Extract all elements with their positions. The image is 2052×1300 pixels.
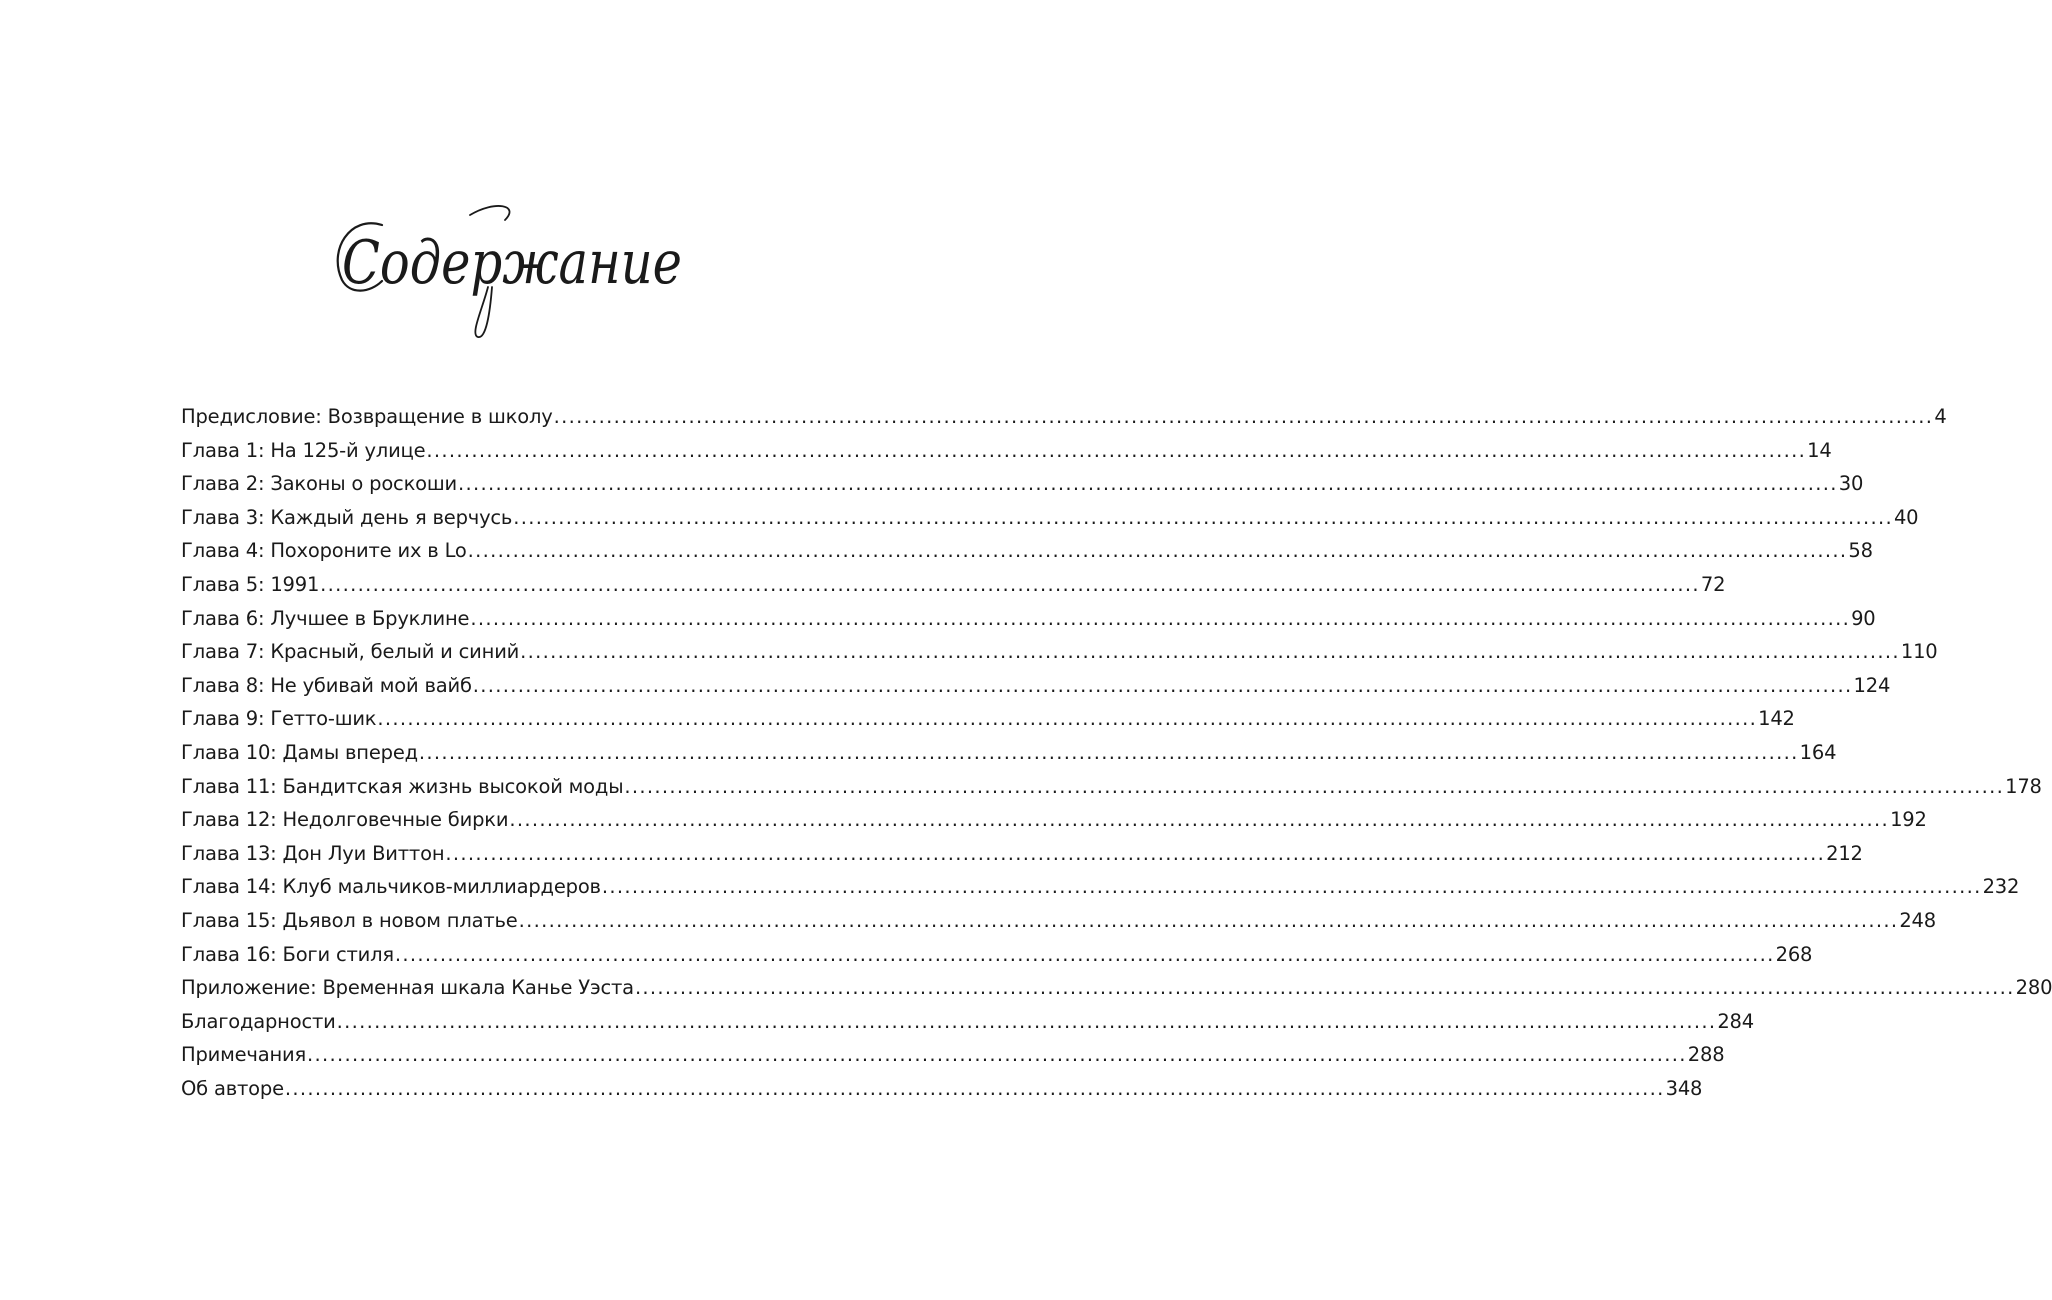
toc-entry-page-number: 232 [1982,875,2020,899]
toc-entry [181,736,1837,770]
toc-entry-page-number: 248 [1899,908,1936,932]
toc-entry-page-number: 280 [2015,976,2052,1000]
toc-entry-page-number: 30 [1838,472,1864,496]
toc-entry [181,904,1936,938]
toc-entry [181,635,1938,669]
toc-entry-page-number: 288 [1687,1043,1725,1067]
toc-entry-page-number: 164 [1799,740,1837,764]
page-title-script [320,195,700,345]
toc-dot-leader [513,501,1893,535]
toc-entry-title: Глава 8: Не убивай мой вайб [181,673,472,697]
toc-dot-leader [519,904,1899,938]
toc-entry [181,837,1863,871]
toc-dot-leader [285,1072,1665,1106]
toc-entry [181,1072,1703,1106]
toc-entry-title: Примечания [181,1043,307,1067]
toc-entry [181,602,1876,636]
toc-entry-page-number: 192 [1890,808,1927,832]
toc-entry-title: Благодарности [181,1009,336,1033]
toc-entry [181,669,1891,703]
toc-dot-leader [307,1038,1687,1072]
toc-entry-page-number: 284 [1717,1009,1754,1033]
toc-entry-title: Предисловие: Возвращение в школу [181,405,553,428]
toc-dot-leader [470,602,1850,636]
table-of-contents [181,400,2052,1105]
toc-entry-title: Глава 13: Дон Луи Виттон [181,841,445,865]
toc-dot-leader [509,803,1889,837]
toc-entry-title: Глава 12: Недолговечные бирки [181,808,509,832]
toc-entry-title: Глава 2: Законы о роскоши [181,472,458,496]
toc-entry-page-number: 40 [1893,505,1919,529]
toc-entry [181,870,2020,904]
toc-dot-leader [458,467,1838,501]
toc-entry-title: Глава 5: 1991 [181,572,320,596]
toc-entry [181,568,1726,602]
toc-entry-title: Глава 14: Клуб мальчиков-миллиардеров [181,875,601,899]
toc-entry-title: Глава 9: Гетто-шик [181,707,377,731]
toc-entry [181,501,1919,535]
toc-dot-leader [426,434,1806,468]
toc-entry-page-number: 4 [1934,405,1947,428]
toc-entry-title: Приложение: Временная шкала Канье Уэста [181,976,634,1000]
toc-entry-title: Глава 3: Каждый день я верчусь [181,505,513,529]
toc-entry-title: Глава 6: Лучшее в Бруклине [181,606,470,630]
toc-entry-title: Глава 11: Бандитская жизнь высокой моды [181,774,624,798]
toc-dot-leader [520,635,1900,669]
toc-dot-leader [554,400,1934,434]
toc-entry [181,971,2052,1005]
title-swash [470,206,510,220]
toc-dot-leader [337,1005,1717,1039]
toc-entry-page-number: 212 [1826,841,1863,865]
toc-dot-leader [445,837,1825,871]
toc-entry [181,467,1864,501]
toc-dot-leader [419,736,1799,770]
page-title: Содержание [342,228,682,298]
toc-entry [181,770,2042,804]
toc-entry [181,400,1947,434]
toc-entry [181,1038,1725,1072]
toc-entry-title: Глава 15: Дьявол в новом платье [181,908,518,932]
toc-entry-page-number: 14 [1807,438,1832,462]
toc-entry-page-number: 348 [1665,1076,1703,1100]
toc-entry-page-number: 72 [1700,572,1726,596]
toc-dot-leader [468,534,1848,568]
toc-entry-page-number: 58 [1848,539,1873,563]
toc-dot-leader [624,770,2004,804]
toc-entry [181,938,1813,972]
toc-entry [181,534,1873,568]
toc-dot-leader [635,971,2015,1005]
toc-dot-leader [377,702,1757,736]
toc-entry-title: Глава 16: Боги стиля [181,942,394,966]
toc-entry-title: Об авторе [181,1076,284,1100]
toc-entry-title: Глава 10: Дамы вперед [181,740,418,764]
toc-entry [181,803,1927,837]
script-title-graphic [320,195,700,345]
toc-entry-title: Глава 4: Похороните их в Lo [181,539,467,563]
toc-dot-leader [320,568,1700,602]
toc-dot-leader [395,938,1775,972]
toc-entry [181,1005,1754,1039]
toc-entry-page-number: 110 [1900,640,1938,664]
toc-entry-page-number: 90 [1851,606,1876,630]
toc-entry [181,702,1795,736]
toc-entry-page-number: 178 [2005,774,2042,798]
toc-dot-leader [602,870,1982,904]
toc-dot-leader [473,669,1853,703]
toc-entry [181,434,1832,468]
toc-entry-page-number: 142 [1758,707,1795,731]
toc-entry-title: Глава 7: Красный, белый и синий [181,640,520,664]
toc-entry-page-number: 268 [1775,942,1813,966]
toc-entry-title: Глава 1: На 125-й улице [181,438,426,462]
toc-entry-page-number: 124 [1853,673,1891,697]
